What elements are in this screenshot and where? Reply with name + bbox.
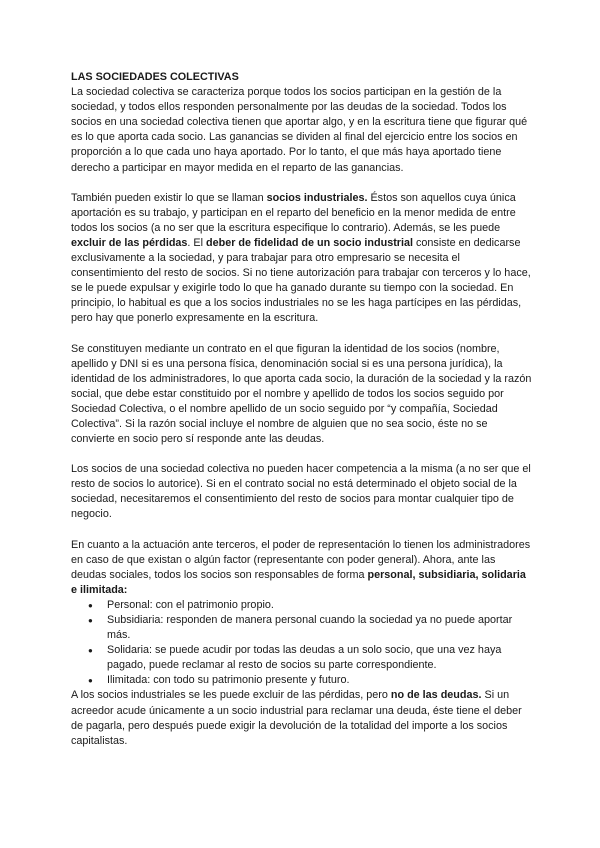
bold-term-responsabilidad: personal, subsidiaria, solidaria e ilimitada: [71, 568, 526, 596]
bold-term-deber-fidelidad: deber de fidelidad de un socio industrial [206, 236, 414, 249]
text-run: También pueden existir lo que se llaman [71, 191, 267, 204]
text-run: . El [187, 236, 207, 249]
paragraph-socios-industriales [71, 191, 533, 327]
bold-term-no-deudas: no de las deudas. [390, 689, 482, 702]
document-page [71, 70, 533, 764]
paragraph-deudas-industriales [71, 688, 533, 748]
list-item: ● Personal: con el patrimonio propio. [88, 598, 533, 613]
list-item: ● Subsidiaria: responden de manera personal cuando la sociedad ya no puede aportar más. [88, 613, 533, 643]
text-run: Si un acreedor acude únicamente a un socio industrial para reclamar una deuda, éste tiene el deber de pagarla, pero después puede exigir la devolución de la totalidad del importe a los socios capitalistas. [71, 689, 522, 747]
text-run: consiste en dedicarse exclusivamente a la sociedad, y para trabajar para otro empresario se necesita el consentimiento del resto de socios. Si no tiene autorización para trabajar con terceros y lo hace, se le puede expulsar y exigirle todo lo que ha ganado durante su tiempo con la sociedad. En principio, lo habitual es que a los socios industriales no se les haga partícipes en las pérdidas, pero hay que ponerlo expresamente en la escritura. [71, 236, 531, 325]
responsibility-list [71, 598, 533, 689]
text-run: A los socios industriales se les puede excluir de las pérdidas, pero [71, 689, 391, 702]
list-item: ● Solidaria: se puede acudir por todas las deudas a un solo socio, que una vez haya pagado, puede reclamar al resto de socios su parte correspondiente. [88, 643, 533, 673]
document-title: LAS SOCIEDADES COLECTIVAS [71, 71, 239, 83]
list-item: ● Ilimitada: con todo su patrimonio presente y futuro. [88, 673, 533, 688]
bold-term-excluir-perdidas: excluir de las pérdidas [71, 236, 188, 249]
paragraph-actuacion-terceros [71, 538, 533, 598]
paragraph-constitucion: Se constituyen mediante un contrato en el que figuran la identidad de los socios (nombre, apellido y DNI si es una persona física, denominación social si es una persona jurídica), la identidad de los administradores, lo que aporta cada socio, la duración de la sociedad y la razón social, que debe estar constituido por el nombre y apellido de todos los socios seguido por Sociedad Colectiva, o el nombre apellido de un socio seguido por “y compañía, Sociedad Colectiva”. Si la razón social incluye el nombre de alguien que no sea socio, éste no se convierte en socio pero sí responde ante las deudas. [71, 342, 532, 446]
bold-term-socios-industriales: socios industriales. [266, 191, 368, 204]
paragraph-competencia: Los socios de una sociedad colectiva no pueden hacer competencia a la misma (a no ser que el resto de socios lo autorice). Si en el contrato social no está determinado el objeto social de la sociedad, necesitaremos el consentimiento del resto de socios para montar cualquier tipo de negocio. [71, 463, 531, 521]
text-run: Éstos son aquellos cuya única aportación es su trabajo, y participan en el reparto del beneficio en la menor medida de entre todos los socios (a no ser que la escritura especifique lo contrario). Además, se les puede [71, 191, 516, 234]
text-run: En cuanto a la actuación ante terceros, el poder de representación lo tienen los administradores en caso de que existan o algún factor (representante con poder general). Ahora, ante las deudas sociales, todos los socios son responsables de forma [71, 538, 531, 581]
paragraph-definition: La sociedad colectiva se caracteriza porque todos los socios participan en la gestión de la sociedad, y todos ellos responden personalmente por las deudas de la sociedad. Todos los socios en una sociedad colectiva tienen que aportar algo, y en la escritura tiene que figurar qué es lo que aporta cada socio. Las ganancias se dividen al final del ejercicio entre los socios en proporción a lo que cada uno haya aportado. Por lo tanto, el que más haya aportado tiene derecho a participar en mayor medida en el reparto de las ganancias. [71, 86, 528, 174]
